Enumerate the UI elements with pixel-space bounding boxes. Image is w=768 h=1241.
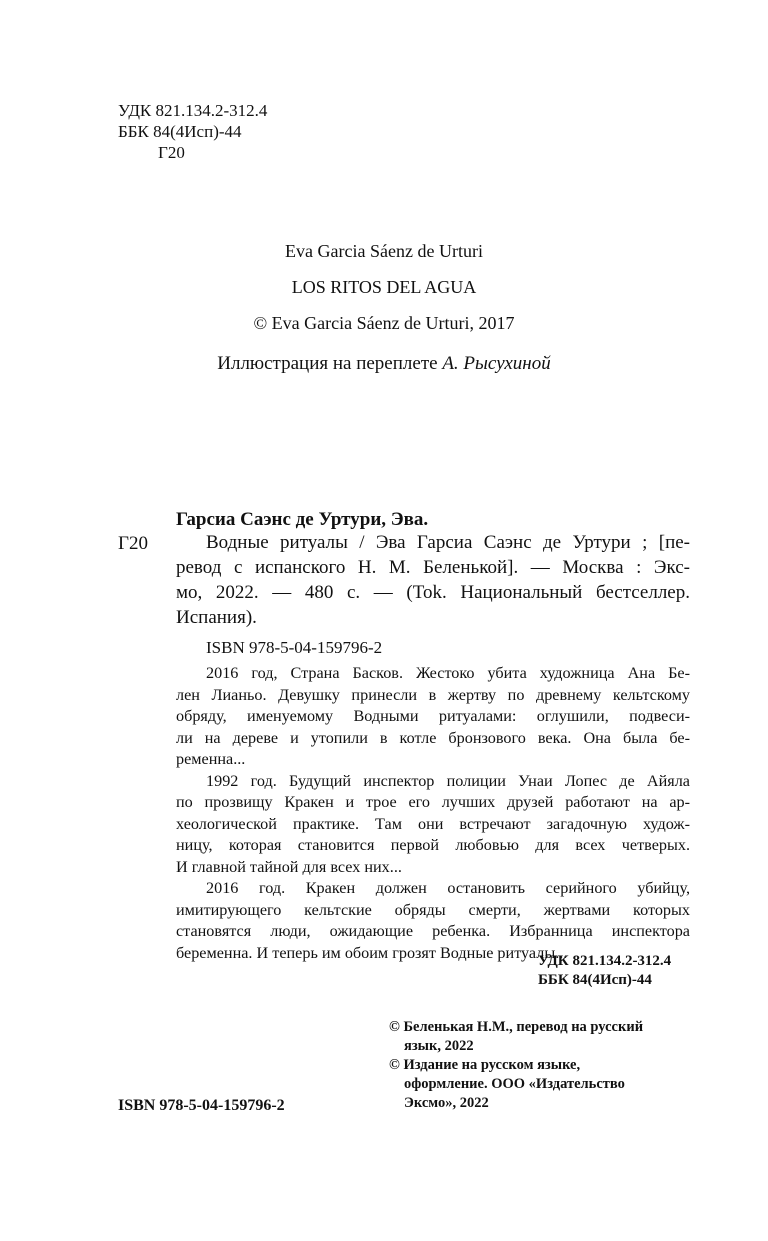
annotation-line: ли на дереве и утопили в котле бронзового века. Она была бе- <box>176 728 690 747</box>
annotation-line: становятся люди, ожидающие ребенка. Избранница инспектора <box>176 922 690 940</box>
annotation-line: 1992 год. Будущий инспектор полиции Унаи Лопес де Айяла <box>206 771 690 790</box>
author-mark: Г20 <box>158 143 185 162</box>
annotation-line: лен Лианьо. Девушку принесли в жертву по древнему кельтскому <box>176 685 690 704</box>
bibliographic-description <box>176 530 690 630</box>
annotation-line: И главной тайной для всех них... <box>176 857 402 876</box>
annotation-line: по прозвищу Кракен и трое его лучших друзей работают на ар- <box>176 793 690 811</box>
bbk-code-right: ББК 84(4Исп)-44 <box>538 972 652 988</box>
copyright-edition: © Издание на русском языке, <box>389 1057 581 1073</box>
illustration-artist: А. Рысухиной <box>442 353 551 374</box>
annotation-line: ременна... <box>176 750 246 768</box>
original-title: LOS RITOS DEL AGUA <box>291 277 477 297</box>
biblio-line: мо, 2022. — 480 с. — (Tok. Национальный бестселлер. <box>176 582 690 603</box>
annotation-line: хеологической практике. Там они встречают загадочную худож- <box>176 814 690 833</box>
annotation-line: имитирующего кельтские обряды смерти, жертвами которых <box>176 900 690 919</box>
annotation-line: обряду, именуемому Водными ритуалами: оглушили, подвеси- <box>176 707 690 725</box>
biblio-line: ревод с испанского Н. М. Беленькой]. — Москва : Экс- <box>176 557 690 578</box>
biblio-line: Испания). <box>176 607 257 628</box>
classification-codes <box>118 100 267 163</box>
illustration-credit <box>0 353 768 375</box>
isbn-bottom: ISBN 978-5-04-159796-2 <box>118 1097 285 1114</box>
copyright-edition-cont: Эксмо», 2022 <box>404 1095 489 1111</box>
udk-code: УДК 821.134.2-312.4 <box>118 101 268 120</box>
copyright-translation-cont: язык, 2022 <box>404 1038 474 1054</box>
udk-code-right: УДК 821.134.2-312.4 <box>538 953 672 969</box>
annotation-line: беременна. И теперь им обоим грозят Водные ритуалы... <box>176 943 568 962</box>
biblio-line: Водные ритуалы / Эва Гарсиа Саэнс де Уртури ; [пе- <box>206 532 690 553</box>
classification-codes-right <box>538 952 671 990</box>
annotation-line: 2016 год, Страна Басков. Жестоко убита художница Ана Бе- <box>206 664 690 682</box>
copyright-block <box>389 1018 643 1113</box>
author-heading: Гарсиа Саэнс де Уртури, Эва. <box>176 509 429 530</box>
annotation <box>176 663 690 964</box>
original-copyright: © Eva Garcia Sáenz de Urturi, 2017 <box>253 313 515 333</box>
original-author: Eva Garcia Sáenz de Urturi <box>285 241 483 261</box>
annotation-line: 2016 год. Кракен должен остановить серийного убийцу, <box>206 879 690 897</box>
author-mark-left: Г20 <box>118 533 148 554</box>
annotation-line: ницу, которая становится первой любовью для всех четверых. <box>176 836 690 854</box>
copyright-edition-cont: оформление. ООО «Издательство <box>404 1076 625 1092</box>
illustration-label: Иллюстрация на переплете <box>217 353 438 374</box>
bbk-code: ББК 84(4Исп)-44 <box>118 122 242 141</box>
isbn-record: ISBN 978-5-04-159796-2 <box>206 638 383 657</box>
copyright-translation: © Беленькая Н.М., перевод на русский <box>389 1019 644 1035</box>
